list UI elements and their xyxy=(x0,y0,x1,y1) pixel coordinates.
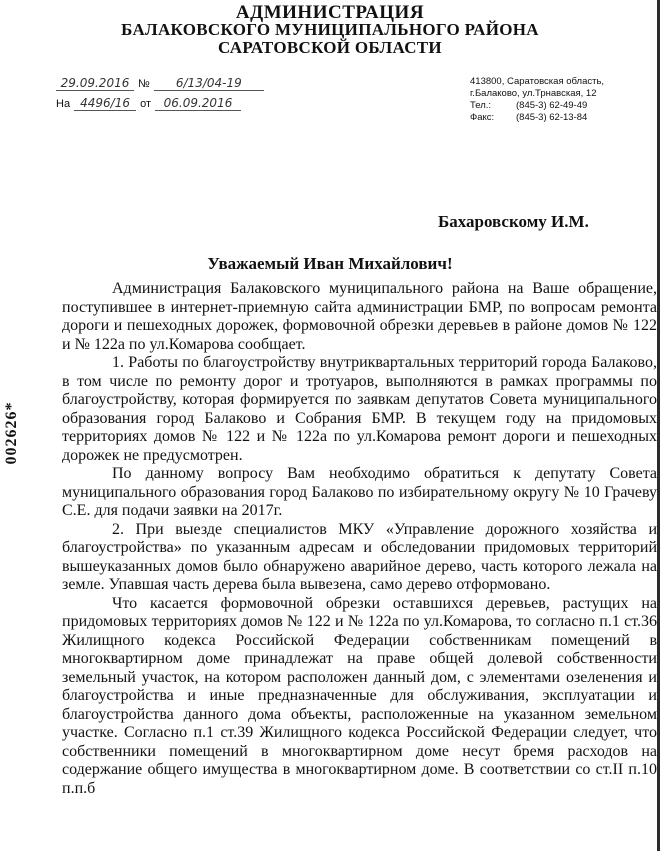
fax-label: Факс: xyxy=(470,112,495,123)
address-street: г.Балаково, ул.Трнавская, 12 xyxy=(470,88,597,99)
ot-label: от xyxy=(140,98,151,110)
letter-body xyxy=(62,280,657,798)
paragraph: Администрация Балаковского муниципального района на Ваше обращение, поступившее в интернет-приемную сайта администрации БМР, по вопросам ремонта дороги и пешеходных дорожек, формовочной обрезки деревьев в районе домов № 122 и № 122а по ул.Комарова сообщает. xyxy=(62,280,657,353)
salutation: Уважаемый Иван Михайлович! xyxy=(207,254,453,273)
incoming-row xyxy=(56,96,296,116)
letterhead-line-2: БАЛАКОВСКОГО МУНИЦИПАЛЬНОГО РАЙОНА xyxy=(121,20,539,39)
address-fax xyxy=(470,112,604,124)
phone-label: Тел.: xyxy=(470,100,492,111)
address-postal: 413800, Саратовская область, xyxy=(470,76,605,87)
phone-value: (845-3) 62-49-49 xyxy=(516,100,588,111)
address-phone xyxy=(470,100,604,112)
paragraph: 2. При выезде специалистов МКУ «Управление дорожного хозяйства и благоустройства» по указанным адресам и обследовании придомовых территорий вышеуказанных домов было обнаружено аварийное дерево, часть которого лежала на земле. Упавшая часть дерева была вывезена, само дерево отформовано. xyxy=(62,520,657,593)
outgoing-row xyxy=(56,76,296,96)
letterhead-line-1: АДМИНИСТРАЦИЯ xyxy=(235,2,425,23)
stamp-number: 002626* xyxy=(3,401,20,465)
registration-block xyxy=(56,76,296,116)
outgoing-date: 29.09.2016 xyxy=(56,76,134,91)
incoming-date: 06.09.2016 xyxy=(155,96,241,111)
outgoing-number: 6/13/04-19 xyxy=(154,76,264,91)
addressee: Бахаровскому И.М. xyxy=(438,212,589,231)
incoming-number: 4496/16 xyxy=(74,96,136,111)
paragraph: 1. Работы по благоустройству внутриквартальных территорий города Балаково, в том числе по ремонту дорог и тротуаров, выполняются в рамках программы по благоустройству, которая формируется по заявкам депутатов Совета муниципального образования город Балаково и Собрания БМР. В текущем году на придомовых территориях домов № 122 и № 122а по ул.Комарова ремонт дороги и пешеходных дорожек не предусмотрен. xyxy=(62,354,657,464)
paragraph: Что касается формовочной обрезки оставшихся деревьев, растущих на придомовых территориях домов № 122 и № 122а по ул.Комарова, то согласно п.1 ст.36 Жилищного кодекса Российской Федерации собственникам помещений в многоквартирном доме принадлежат на праве общей долевой собственности земельный участок, на котором расположен данный дом, с элементами озеленения и благоустройства и иные предназначенные для обслуживания, эксплуатации и благоустройства данного дома объекты, расположенные на указанном земельном участке. Согласно п.1 ст.39 Жилищного кодекса Российской Федерации следует, что собственники помещений в многоквартирном доме несут бремя расходов на содержание общего имущества в многоквартирном доме. В соответствии со ст.II п.10 п.п.б xyxy=(62,594,657,797)
letterhead-line-3: САРАТОВСКОЙ ОБЛАСТИ xyxy=(218,38,442,57)
na-label: На xyxy=(56,98,71,110)
number-label: № xyxy=(138,78,150,90)
fax-value: (845-3) 62-13-84 xyxy=(516,112,588,123)
contact-address xyxy=(470,76,604,124)
paragraph: По данному вопросу Вам необходимо обратиться к депутату Совета муниципального образования город Балаково по избирательному округу № 10 Грачеву С.Е. для подачи заявки на 2017г. xyxy=(62,465,657,519)
